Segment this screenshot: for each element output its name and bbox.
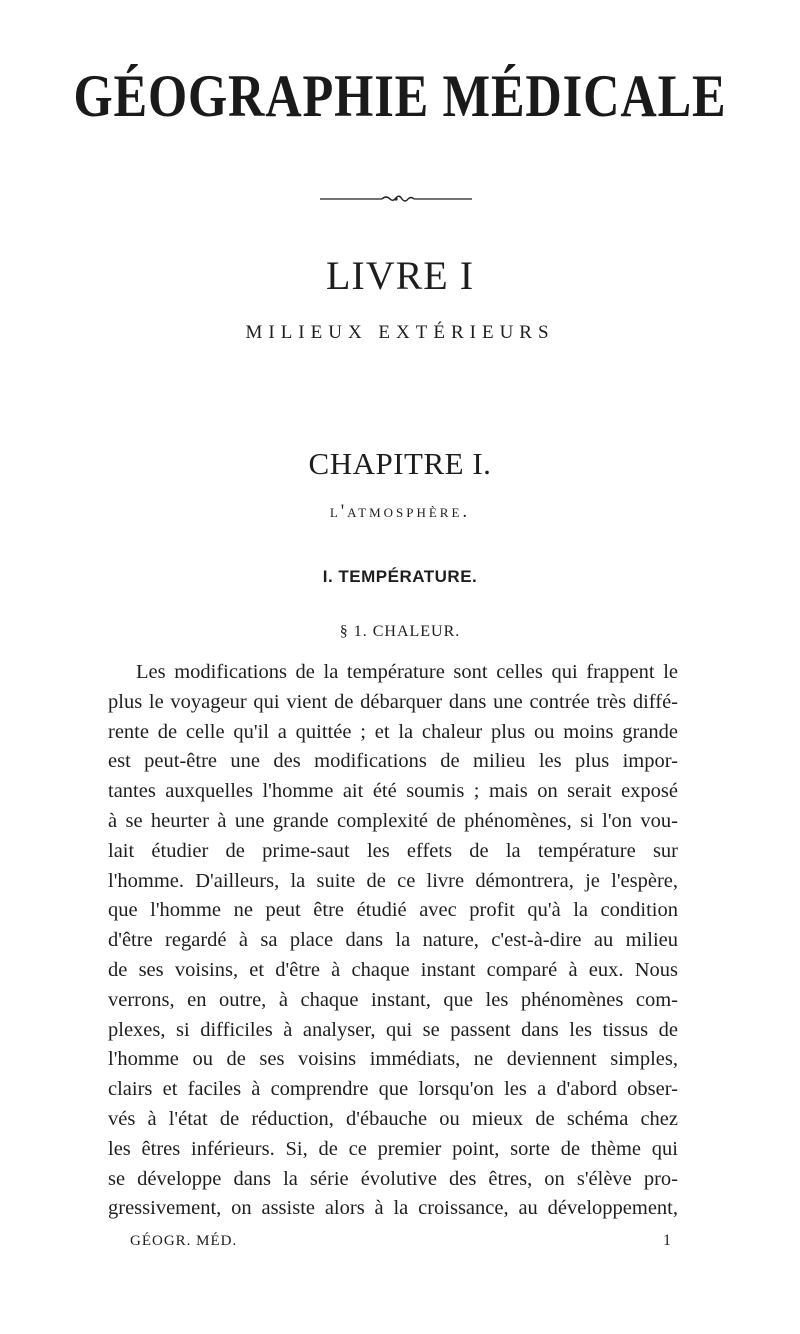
- text-line: l'homme ou de ses voisins immédiats, ne deviennent simples,: [108, 1048, 678, 1071]
- text-line: vés à l'état de réduction, d'ébauche ou mieux de schéma chez: [108, 1107, 678, 1130]
- text-line: de ses voisins, et d'être à chaque instant comparé à eux. Nous: [108, 958, 678, 981]
- text-line: à se heurter à une grande complexité de phénomènes, si l'on vou-: [108, 809, 678, 832]
- book-subtitle: MILIEUX EXTÉRIEURS: [245, 322, 555, 343]
- body-paragraph: [108, 658, 678, 1224]
- chapter-title: CHAPITRE I.: [308, 446, 492, 481]
- text-line: verrons, en outre, à chaque instant, que les phénomènes com-: [108, 988, 678, 1011]
- sheet-number: 1: [663, 1232, 672, 1249]
- page-footer: [130, 1231, 672, 1251]
- section-title: I. TEMPÉRATURE.: [322, 567, 478, 586]
- text-line: l'homme. D'ailleurs, la suite de ce livre démontrera, je l'espère,: [108, 869, 678, 892]
- text-line: d'être regardé à sa place dans la nature, c'est-à-dire au milieu: [108, 929, 678, 952]
- text-line: Les modifications de la température sont celles qui frappent le: [136, 661, 678, 683]
- text-line: plexes, si difficiles à analyser, qui se passent dans les tissus de: [108, 1018, 678, 1041]
- subsection-title: § 1. CHALEUR.: [339, 623, 461, 640]
- chapter-subtitle: l'atmosphère.: [329, 501, 471, 522]
- text-line: que l'homme ne peut être étudié avec profit qu'à la condition: [108, 899, 678, 922]
- text-line: plus le voyageur qui vient de débarquer dans une contrée très diffé-: [108, 690, 678, 713]
- text-line: les êtres inférieurs. Si, de ce premier point, sorte de thème qui: [108, 1137, 678, 1160]
- ornament-divider-icon: [320, 193, 472, 205]
- text-line: clairs et faciles à comprendre que lorsqu'on les a d'abord obser-: [108, 1078, 678, 1101]
- text-line: est peut-être une des modifications de milieu les plus impor-: [108, 750, 678, 773]
- text-line: tantes auxquelles l'homme ait été soumis ; mais on serait exposé: [108, 780, 678, 803]
- text-line: lait étudier de prime-saut les effets de la température sur: [108, 839, 678, 862]
- text-line: rente de celle qu'il a quittée ; et la chaleur plus ou moins grande: [108, 720, 678, 743]
- text-line: gressivement, on assiste alors à la croissance, au développement,: [108, 1197, 678, 1220]
- book-running-title: GÉOGRAPHIE MÉDICALE: [73, 63, 727, 129]
- book-title: LIVRE I: [325, 253, 475, 298]
- signature-mark: GÉOGR. MÉD.: [130, 1233, 238, 1249]
- text-line: se développe dans la série évolutive des êtres, on s'élève pro-: [108, 1167, 678, 1190]
